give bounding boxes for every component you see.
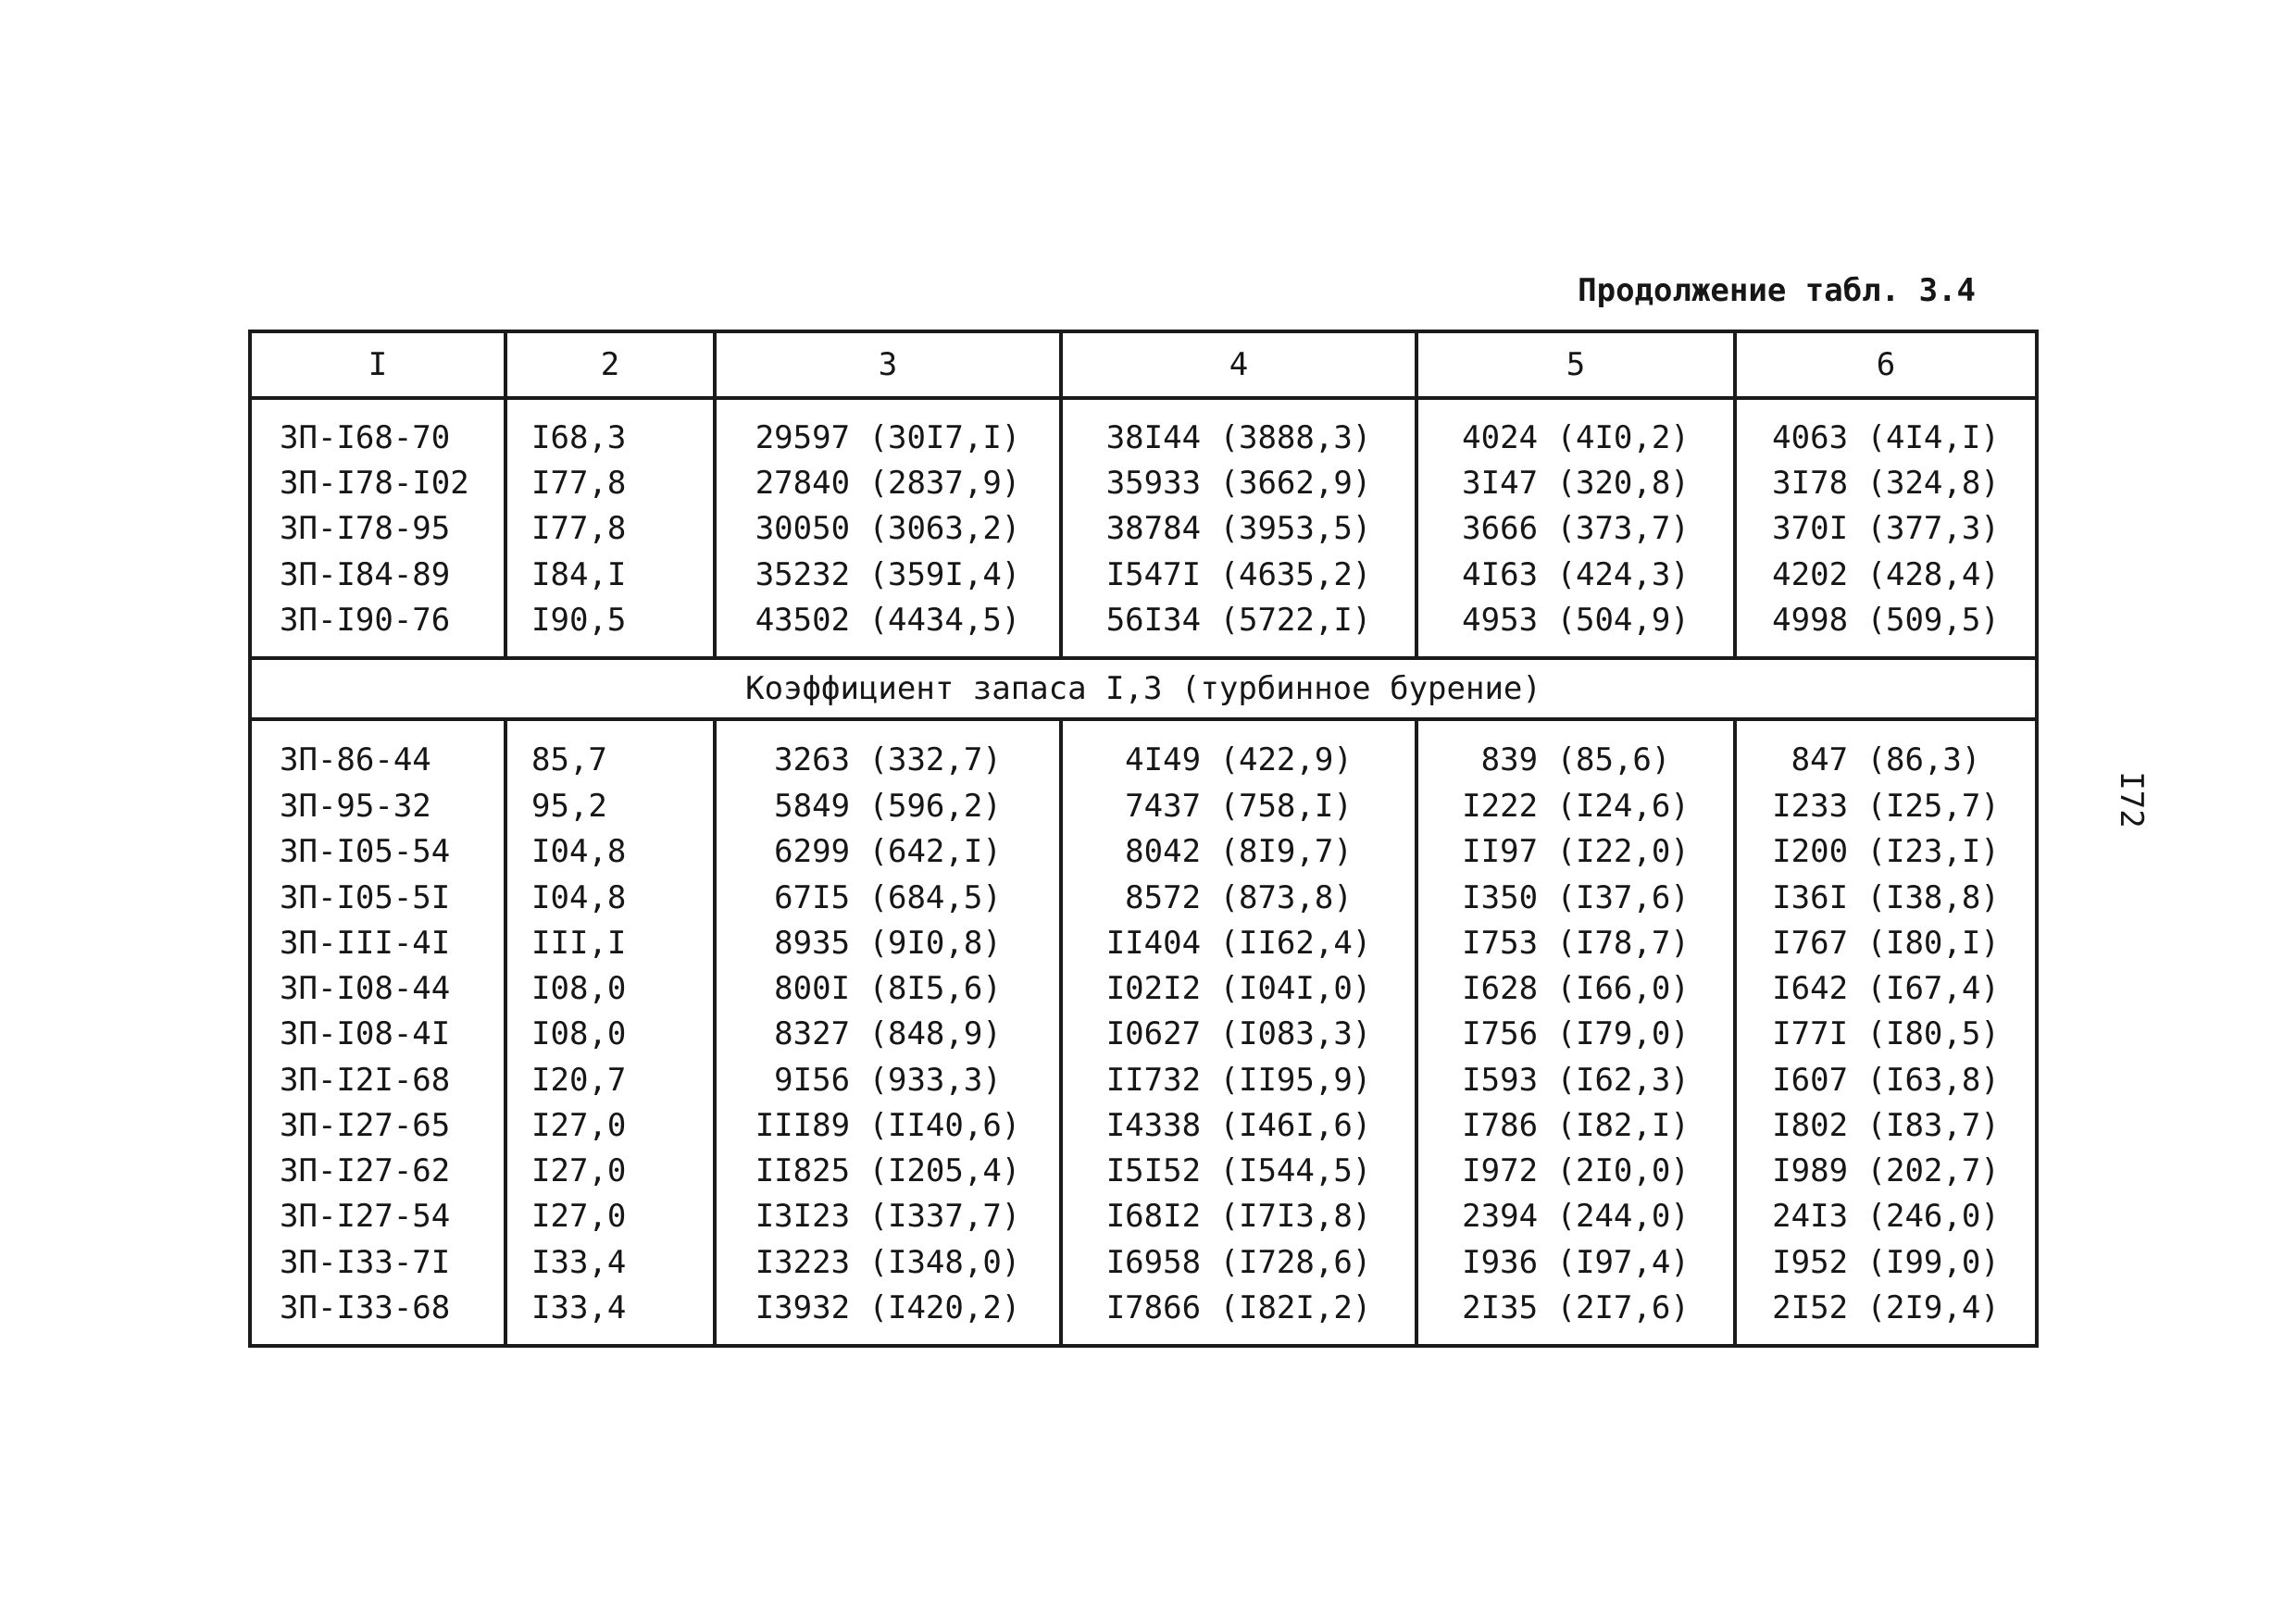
table-cell: 29597 (30I7,I) (715, 415, 1061, 460)
table-cell: I972 (2I0,0) (1416, 1148, 1735, 1193)
column-number: 6 (1735, 331, 2037, 398)
table-row (250, 1285, 2037, 1330)
table-cell: 3I78 (324,8) (1735, 461, 2037, 506)
table-cell: 4998 (509,5) (1735, 597, 2037, 642)
table-row (250, 920, 2037, 965)
table-row (250, 1148, 2037, 1193)
table-cell: I350 (I37,6) (1416, 875, 1735, 920)
table-cell: I642 (I67,4) (1735, 965, 2037, 1011)
table-cell: I547I (4635,2) (1061, 552, 1416, 597)
table-cell: 95,2 (505, 783, 715, 828)
table-cell: 35232 (359I,4) (715, 552, 1061, 597)
table-row (250, 461, 2037, 506)
table-cell: 3I47 (320,8) (1416, 461, 1735, 506)
table-cell: I7866 (I82I,2) (1061, 1285, 1416, 1330)
spacer-row (250, 719, 2037, 736)
table-cell: 38I44 (3888,3) (1061, 415, 1416, 460)
table-cell: I02I2 (I04I,0) (1061, 965, 1416, 1011)
table-cell: I767 (I80,I) (1735, 920, 2037, 965)
table-cell: I3932 (I420,2) (715, 1285, 1061, 1330)
column-header-row (250, 331, 2037, 398)
table-cell: 4I49 (422,9) (1061, 736, 1416, 783)
table-cell: 9I56 (933,3) (715, 1057, 1061, 1102)
table-cell: 8327 (848,9) (715, 1012, 1061, 1057)
spacer-row (250, 398, 2037, 415)
table-body (250, 331, 2037, 1346)
table-row (250, 1239, 2037, 1285)
table-cell: 3666 (373,7) (1416, 506, 1735, 552)
table-cell: I4338 (I46I,6) (1061, 1102, 1416, 1148)
table-cell: I200 (I23,I) (1735, 829, 2037, 875)
table-cell: II825 (I205,4) (715, 1148, 1061, 1193)
spacer-row (250, 1330, 2037, 1346)
table-row (250, 965, 2037, 1011)
table-cell: 4I63 (424,3) (1416, 552, 1735, 597)
table-cell: I952 (I99,0) (1735, 1239, 2037, 1285)
table-cell: 3263 (332,7) (715, 736, 1061, 783)
section-row (250, 658, 2037, 719)
table-cell: 7437 (758,I) (1061, 783, 1416, 828)
table-cell: I3I23 (I337,7) (715, 1194, 1061, 1239)
column-number: 4 (1061, 331, 1416, 398)
table-cell: 67I5 (684,5) (715, 875, 1061, 920)
table-cell: ЗП-I2I-68 (250, 1057, 505, 1102)
column-number: 5 (1416, 331, 1735, 398)
table-cell: ЗП-I84-89 (250, 552, 505, 597)
table-continuation-caption: Продолжение табл. 3.4 (1578, 272, 1976, 309)
table-cell: I607 (I63,8) (1735, 1057, 2037, 1102)
table-cell: 6299 (642,I) (715, 829, 1061, 875)
table-row (250, 1102, 2037, 1148)
table-cell: 4202 (428,4) (1735, 552, 2037, 597)
table-row (250, 783, 2037, 828)
table-cell: I68,3 (505, 415, 715, 460)
table-cell: I802 (I83,7) (1735, 1102, 2037, 1148)
table-cell: ЗП-I27-65 (250, 1102, 505, 1148)
table-cell: 38784 (3953,5) (1061, 506, 1416, 552)
table-cell: I6958 (I728,6) (1061, 1239, 1416, 1285)
table-cell: 43502 (4434,5) (715, 597, 1061, 642)
table-cell: 4024 (4I0,2) (1416, 415, 1735, 460)
table-cell: 2I35 (2I7,6) (1416, 1285, 1735, 1330)
table-cell: 8042 (8I9,7) (1061, 829, 1416, 875)
table-cell: I90,5 (505, 597, 715, 642)
column-number: 3 (715, 331, 1061, 398)
table-cell: I27,0 (505, 1102, 715, 1148)
table-cell: ЗП-I33-7I (250, 1239, 505, 1285)
table-cell: 4953 (504,9) (1416, 597, 1735, 642)
table-cell: I936 (I97,4) (1416, 1239, 1735, 1285)
table-cell: ЗП-I05-5I (250, 875, 505, 920)
data-table (248, 330, 2039, 1348)
table-cell: ЗП-I08-4I (250, 1012, 505, 1057)
table-cell: I20,7 (505, 1057, 715, 1102)
table-cell: 800I (8I5,6) (715, 965, 1061, 1011)
table-cell: I593 (I62,3) (1416, 1057, 1735, 1102)
table-cell: I04,8 (505, 829, 715, 875)
table-cell: 24I3 (246,0) (1735, 1194, 2037, 1239)
table-cell: I3223 (I348,0) (715, 1239, 1061, 1285)
table-cell: 35933 (3662,9) (1061, 461, 1416, 506)
table-cell: ЗП-I68-70 (250, 415, 505, 460)
table-cell: I222 (I24,6) (1416, 783, 1735, 828)
table-row (250, 415, 2037, 460)
table-cell: ЗП-III-4I (250, 920, 505, 965)
table-row (250, 1194, 2037, 1239)
table-cell: 2394 (244,0) (1416, 1194, 1735, 1239)
table-cell: ЗП-I78-95 (250, 506, 505, 552)
table-row (250, 597, 2037, 642)
table-row (250, 875, 2037, 920)
table-cell: ЗП-I08-44 (250, 965, 505, 1011)
table-cell: I756 (I79,0) (1416, 1012, 1735, 1057)
table-cell: 56I34 (5722,I) (1061, 597, 1416, 642)
spacer-row (250, 643, 2037, 658)
table-cell: I33,4 (505, 1285, 715, 1330)
table-cell: 370I (377,3) (1735, 506, 2037, 552)
table-cell: 5849 (596,2) (715, 783, 1061, 828)
table-cell: ЗП-I27-62 (250, 1148, 505, 1193)
table-cell: I27,0 (505, 1194, 715, 1239)
column-number: 2 (505, 331, 715, 398)
table-cell: 8935 (9I0,8) (715, 920, 1061, 965)
table-cell: 4063 (4I4,I) (1735, 415, 2037, 460)
table-cell: I989 (202,7) (1735, 1148, 2037, 1193)
table-cell: I84,I (505, 552, 715, 597)
table-cell: ЗП-I90-76 (250, 597, 505, 642)
table-cell: II97 (I22,0) (1416, 829, 1735, 875)
table-cell: III89 (II40,6) (715, 1102, 1061, 1148)
page-number: I72 (2113, 771, 2150, 828)
table-cell: I233 (I25,7) (1735, 783, 2037, 828)
table-cell: ЗП-95-32 (250, 783, 505, 828)
table-row (250, 506, 2037, 552)
table-cell: ЗП-I33-68 (250, 1285, 505, 1330)
table-cell: I33,4 (505, 1239, 715, 1285)
table-cell: I77I (I80,5) (1735, 1012, 2037, 1057)
table-cell: 839 (85,6) (1416, 736, 1735, 783)
table-cell: I04,8 (505, 875, 715, 920)
table-cell: I27,0 (505, 1148, 715, 1193)
table-cell: I68I2 (I7I3,8) (1061, 1194, 1416, 1239)
table-cell: 85,7 (505, 736, 715, 783)
table-cell: I628 (I66,0) (1416, 965, 1735, 1011)
table-cell: I0627 (I083,3) (1061, 1012, 1416, 1057)
table-cell: I753 (I78,7) (1416, 920, 1735, 965)
table-cell: I5I52 (I544,5) (1061, 1148, 1416, 1193)
table-cell: I08,0 (505, 1012, 715, 1057)
table-cell: II732 (II95,9) (1061, 1057, 1416, 1102)
table-cell: I36I (I38,8) (1735, 875, 2037, 920)
section-label: Коэффициент запаса I,3 (турбинное бурение) (250, 658, 2037, 719)
table-cell: III,I (505, 920, 715, 965)
table-cell: ЗП-86-44 (250, 736, 505, 783)
table-cell: I77,8 (505, 506, 715, 552)
table-row (250, 1057, 2037, 1102)
table-row (250, 736, 2037, 783)
table-row (250, 829, 2037, 875)
table-cell: 27840 (2837,9) (715, 461, 1061, 506)
table-cell: ЗП-I05-54 (250, 829, 505, 875)
table-row (250, 1012, 2037, 1057)
table-cell: I08,0 (505, 965, 715, 1011)
table-cell: 2I52 (2I9,4) (1735, 1285, 2037, 1330)
table-cell: 30050 (3063,2) (715, 506, 1061, 552)
table-row (250, 552, 2037, 597)
table-cell: 8572 (873,8) (1061, 875, 1416, 920)
table-cell: I77,8 (505, 461, 715, 506)
table-cell: I786 (I82,I) (1416, 1102, 1735, 1148)
table-cell: II404 (II62,4) (1061, 920, 1416, 965)
table-cell: ЗП-I78-I02 (250, 461, 505, 506)
column-number: I (250, 331, 505, 398)
table-cell: 847 (86,3) (1735, 736, 2037, 783)
table-cell: ЗП-I27-54 (250, 1194, 505, 1239)
